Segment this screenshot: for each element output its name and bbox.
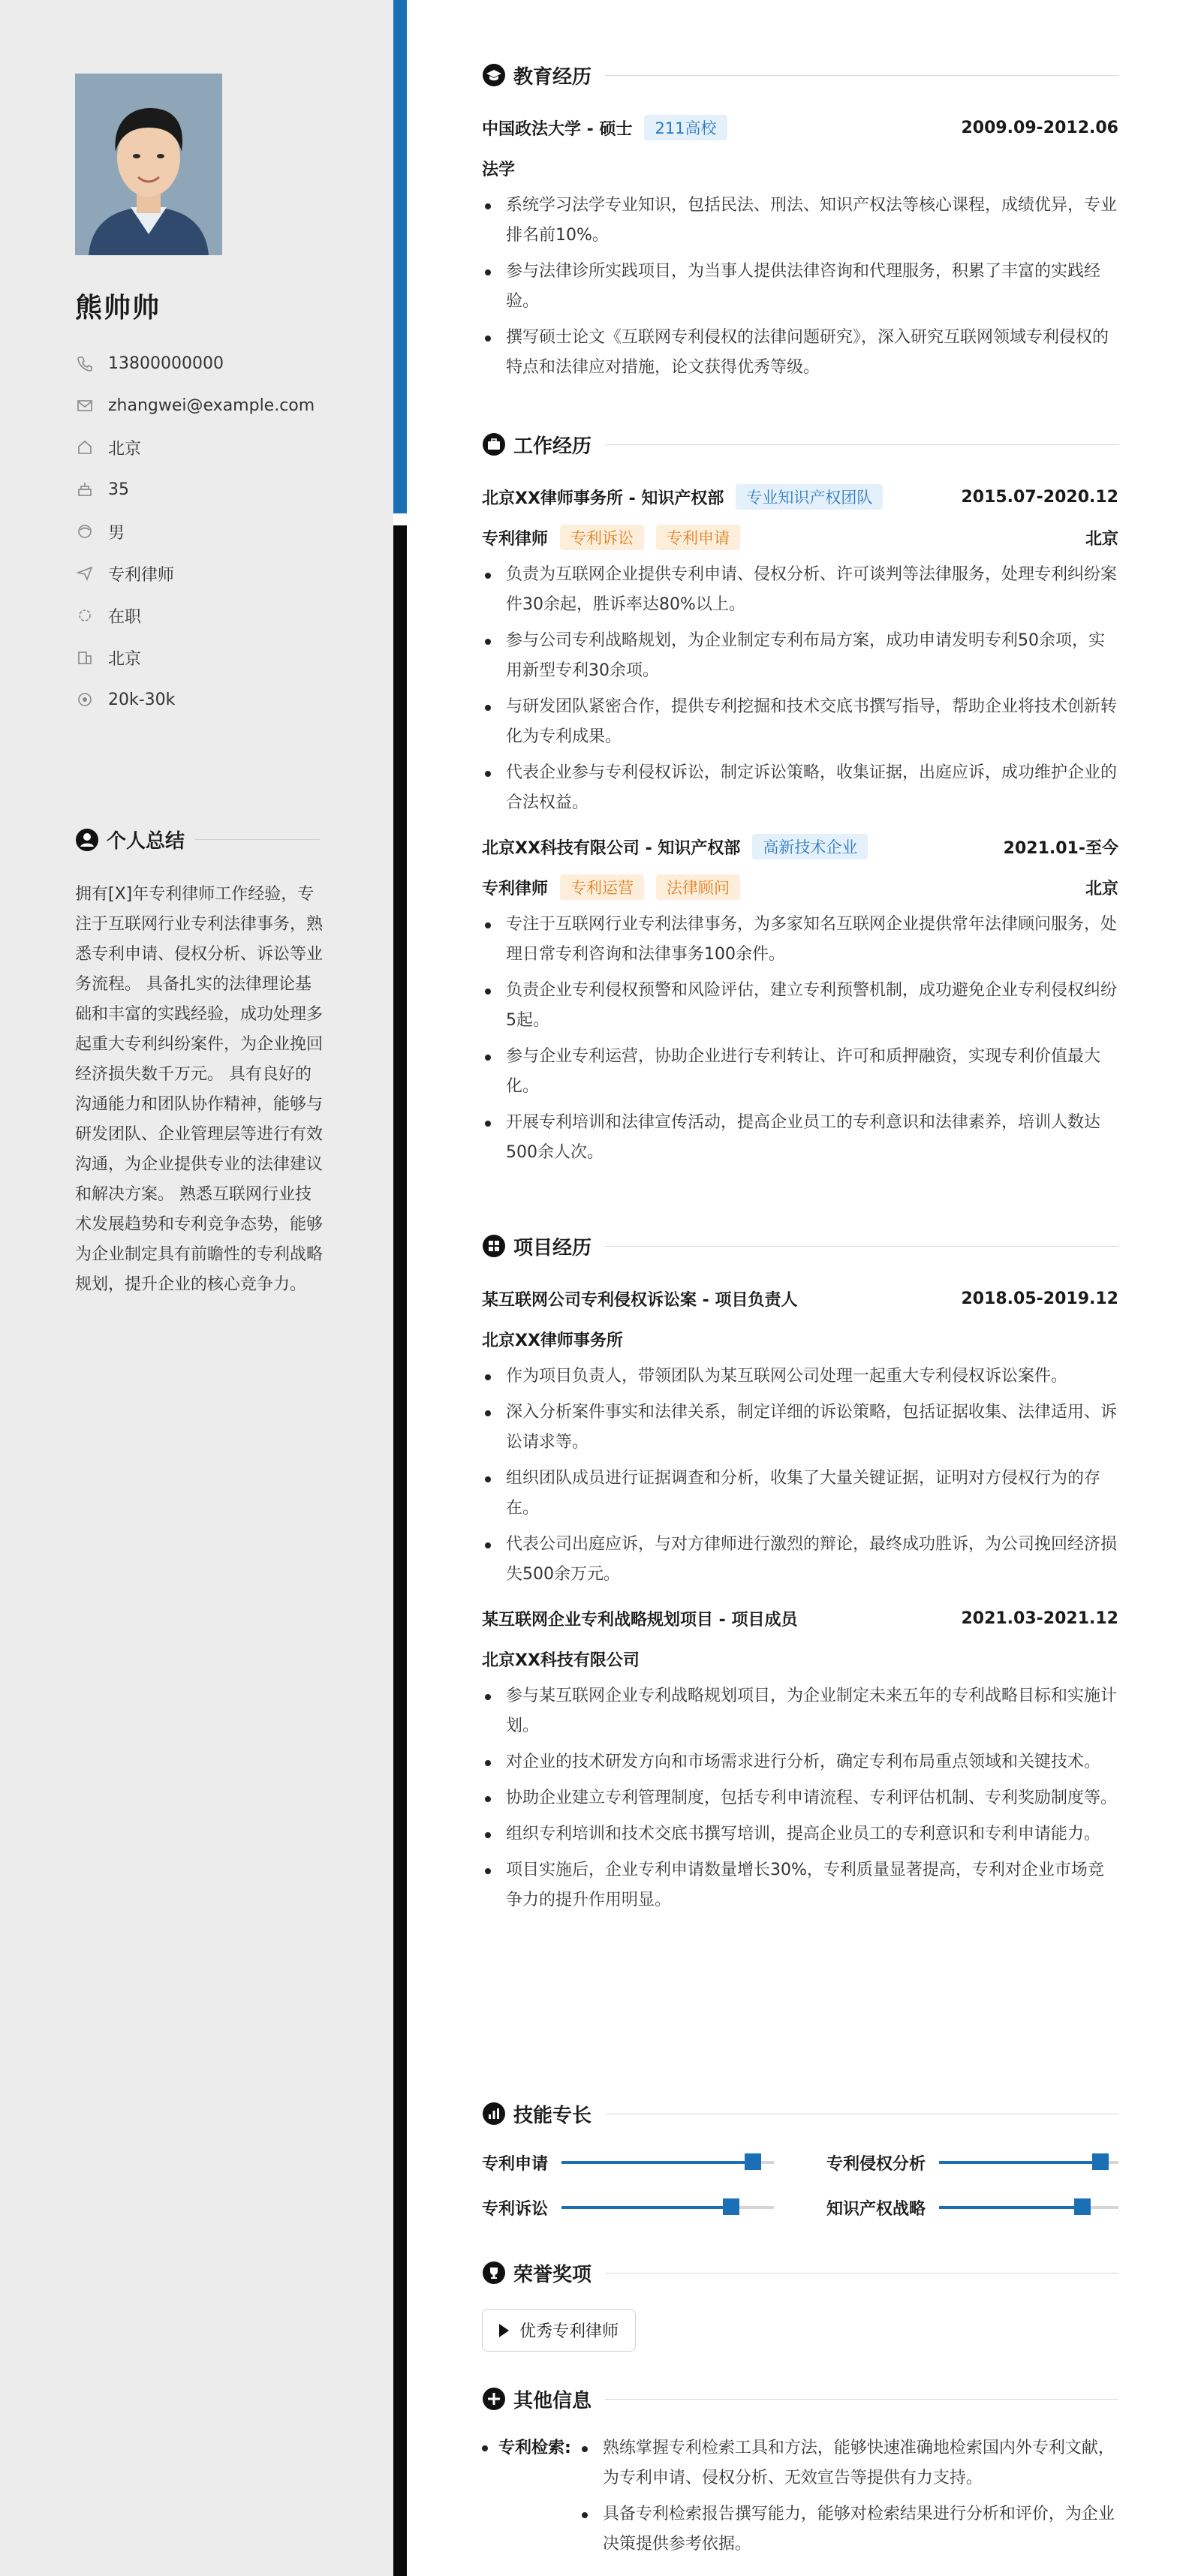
info-row-phone <box>75 342 315 384</box>
mail-icon <box>75 396 95 415</box>
education-date: 2009.09-2012.06 <box>961 118 1118 137</box>
project-2-title <box>482 1603 1118 1633</box>
briefcase-icon <box>482 432 506 456</box>
skill-name: 知识产权战略 <box>826 2199 926 2219</box>
other-label: 专利检索: <box>498 2439 571 2457</box>
accent-bar-black <box>393 525 407 2576</box>
list-item: 深入分析案件事实和法律关系，制定详细的诉讼策略，包括证据收集、法律适用、诉讼请求等。 <box>482 1398 1118 1458</box>
skill-item <box>482 2151 774 2174</box>
skill-item <box>482 2196 774 2219</box>
list-item: 与研发团队紧密合作，提供专利挖掘和技术交底书撰写指导，帮助企业将技术创新转化为专利成果。 <box>482 692 1118 752</box>
job-2-bullets <box>482 910 1118 1168</box>
skill-name: 专利侵权分析 <box>826 2154 926 2174</box>
skill-fill <box>561 2206 731 2209</box>
list-item: 开展专利培训和法律宣传活动，提高企业员工的专利意识和法律素养，培训人数达500余人次。 <box>482 1108 1118 1168</box>
other-heading <box>482 2384 1118 2414</box>
skill-fill <box>561 2161 753 2164</box>
list-item: 代表公司出庭应诉，与对方律师进行激烈的辩论，最终成功胜诉，为公司挽回经济损失500余万元。 <box>482 1530 1118 1590</box>
list-item: 负责企业专利侵权预警和风险评估，建立专利预警机制，成功避免企业专利侵权纠纷5起。 <box>482 976 1118 1036</box>
job-1-tag: 专业知识产权团队 <box>736 484 883 510</box>
summary-divider <box>195 839 320 840</box>
job-1-company: 北京XX律师事务所 - 知识产权部 <box>482 489 724 508</box>
grid-icon <box>482 1234 506 1258</box>
job-1-role-tag: 专利申请 <box>656 525 740 550</box>
school-tag: 211高校 <box>644 115 727 140</box>
list-item: 参与某互联网企业专利战略规划项目，为企业制定未来五年的专利战略目标和实施计划。 <box>482 1681 1118 1741</box>
status-text: 在职 <box>108 607 142 627</box>
person-icon <box>75 828 99 852</box>
skill-knob <box>745 2153 761 2170</box>
skills-heading <box>482 2099 1118 2129</box>
skill-knob <box>1092 2153 1109 2170</box>
skill-knob <box>723 2198 739 2215</box>
gender-text: 男 <box>108 523 125 543</box>
phone-text: 13800000000 <box>108 354 224 373</box>
info-row-city <box>75 426 315 468</box>
skill-fill <box>939 2161 1100 2164</box>
education-section <box>482 60 1118 389</box>
skill-name: 专利诉讼 <box>482 2199 549 2219</box>
education-heading <box>482 60 1118 90</box>
education-major-row <box>482 153 1118 183</box>
list-item: 对企业的技术研发方向和市场需求进行分析，确定专利布局重点领域和关键技术。 <box>482 1747 1118 1777</box>
summary-text: 拥有[X]年专利律师工作经验，专注于互联网行业专利法律事务，熟悉专利申请、侵权分析、诉讼等业务流程。 具备扎实的法律理论基础和丰富的实践经验，成功处理多起重大专利纠纷案件，为企业挽回经济损失数千万元。 具有良好的沟通能力和团队协作精神，能够与研发团队、企业管理层等进行有效沟通，为企业提供专业的法律建议和解决方案。 熟悉互联网行业技术发展趋势和专利竞争态势，能够为企业制定具有前瞻性的专利战略规划，提升企业的核心竞争力。 <box>75 885 324 1294</box>
job-2-role-tag: 法律顾问 <box>656 874 740 900</box>
skill-bar <box>939 2161 1118 2164</box>
projects-title: 项目经历 <box>513 1236 592 1259</box>
list-item: 参与法律诊所实践项目，为当事人提供法律咨询和代理服务，积累了丰富的实践经验。 <box>482 257 1118 317</box>
skills-grid <box>482 2151 1118 2219</box>
job-1-role: 专利律师 <box>482 529 549 549</box>
job-1-title <box>482 482 1118 512</box>
work-city-text: 北京 <box>108 649 142 669</box>
skill-knob <box>1074 2198 1091 2215</box>
skills-title: 技能专长 <box>513 2104 592 2127</box>
projects-section <box>482 1231 1118 1921</box>
job-2-role-tag: 专利运营 <box>560 874 644 900</box>
education-divider <box>605 75 1118 76</box>
list-item: 组织专利培训和技术交底书撰写培训，提高企业员工的专利意识和专利申请能力。 <box>482 1819 1118 1849</box>
work-section <box>482 429 1118 1174</box>
bar-chart-icon <box>482 2102 506 2126</box>
list-item: 专注于互联网行业专利法律事务，为多家知名互联网企业提供常年法律顾问服务，处理日常专利咨询和法律事务100余件。 <box>482 910 1118 970</box>
list-item: 熟练掌握专利检索工具和方法，能够快速准确地检索国内外专利文献，为专利申请、侵权分析、无效宣告等提供有力支持。 <box>579 2433 1118 2493</box>
other-divider <box>605 2399 1118 2400</box>
info-row-work-city <box>75 636 315 679</box>
project-2-name: 某互联网企业专利战略规划项目 - 项目成员 <box>482 1610 798 1630</box>
contact-info-list <box>75 342 315 721</box>
school-name: 中国政法大学 - 硕士 <box>482 119 633 139</box>
salary-text: 20k-30k <box>108 690 176 709</box>
project-1-bullets <box>482 1362 1118 1590</box>
email-text: zhangwei@example.com <box>108 396 315 415</box>
list-item: 作为项目负责人，带领团队为某互联网公司处理一起重大专利侵权诉讼案件。 <box>482 1362 1118 1392</box>
bullet-dot <box>482 2445 488 2451</box>
work-divider <box>605 444 1118 445</box>
salary-icon <box>75 690 95 709</box>
job-1-location: 北京 <box>1085 529 1118 549</box>
position-text: 专利律师 <box>108 565 175 585</box>
info-row-status <box>75 594 315 636</box>
gender-icon <box>75 522 95 541</box>
skill-item <box>826 2151 1118 2174</box>
list-item: 负责为互联网企业提供专利申请、侵权分析、许可谈判等法律服务，处理专利纠纷案件30余起，胜诉率达80%以上。 <box>482 560 1118 620</box>
play-icon <box>499 2324 509 2337</box>
list-item: 参与企业专利运营，协助企业进行专利转让、许可和质押融资，实现专利价值最大化。 <box>482 1042 1118 1102</box>
list-item: 项目实施后，企业专利申请数量增长30%，专利质量显著提高，专利对企业市场竞争力的提升作用明显。 <box>482 1855 1118 1915</box>
project-1-org-row <box>482 1324 1118 1354</box>
trophy-icon <box>482 2261 506 2285</box>
graduation-cap-icon <box>482 63 506 87</box>
age-text: 35 <box>108 480 129 499</box>
job-2-role: 专利律师 <box>482 879 549 898</box>
list-item: 具备专利检索报告撰写能力，能够对检索结果进行分析和评价，为企业决策提供参考依据。 <box>579 2499 1118 2559</box>
job-1-date: 2015.07-2020.12 <box>961 487 1118 507</box>
info-row-gender <box>75 510 315 552</box>
job-2-tag: 高新技术企业 <box>752 834 868 859</box>
send-icon <box>75 564 95 583</box>
info-plus-icon <box>482 2387 506 2411</box>
skill-bar <box>939 2206 1118 2209</box>
award-item <box>482 2309 636 2352</box>
work-title: 工作经历 <box>513 435 592 458</box>
info-row-salary <box>75 679 315 721</box>
job-2-title <box>482 832 1118 862</box>
projects-divider <box>605 1246 1118 1247</box>
work-heading <box>482 429 1118 459</box>
project-1-title <box>482 1283 1118 1314</box>
job-2-location: 北京 <box>1085 879 1118 898</box>
phone-icon <box>75 354 95 373</box>
project-2-org-row <box>482 1644 1118 1674</box>
other-bullets <box>579 2433 1118 2565</box>
list-item: 参与公司专利战略规划，为企业制定专利布局方案，成功申请发明专利50余项，实用新型专利30余项。 <box>482 626 1118 686</box>
list-item: 协助企业建立专利管理制度，包括专利申请流程、专利评估机制、专利奖励制度等。 <box>482 1783 1118 1813</box>
awards-section <box>482 2258 1118 2352</box>
job-2-role-row <box>482 872 1118 902</box>
city-text: 北京 <box>108 439 142 459</box>
skills-section <box>482 2099 1118 2219</box>
info-row-age <box>75 468 315 510</box>
profile-name: 熊帅帅 <box>75 293 161 324</box>
awards-heading <box>482 2258 1118 2288</box>
cake-icon <box>75 480 95 499</box>
project-2-date: 2021.03-2021.12 <box>961 1608 1118 1628</box>
other-title: 其他信息 <box>513 2389 592 2412</box>
summary-title: 个人总结 <box>107 830 185 853</box>
project-1-date: 2018.05-2019.12 <box>961 1289 1118 1308</box>
award-label: 优秀专利律师 <box>519 2322 619 2341</box>
job-1-bullets <box>482 560 1118 818</box>
education-entry-title <box>482 113 1118 143</box>
project-1-org: 北京XX律师事务所 <box>482 1331 623 1350</box>
info-row-position <box>75 552 315 594</box>
job-2-date: 2021.01-至今 <box>1003 838 1118 858</box>
home-icon <box>75 438 95 457</box>
summary-heading <box>75 826 320 853</box>
avatar-image <box>75 74 222 255</box>
job-1-role-row <box>482 522 1118 552</box>
skill-bar <box>561 2206 774 2209</box>
project-2-org: 北京XX科技有限公司 <box>482 1651 640 1670</box>
job-1-role-tag: 专利诉讼 <box>560 525 644 550</box>
info-row-email <box>75 384 315 426</box>
building-icon <box>75 648 95 667</box>
list-item: 组织团队成员进行证据调查和分析，收集了大量关键证据，证明对方侵权行为的存在。 <box>482 1464 1118 1524</box>
other-item <box>482 2433 1118 2565</box>
list-item: 撰写硕士论文《互联网专利侵权的法律问题研究》，深入研究互联网领域专利侵权的特点和法律应对措施，论文获得优秀等级。 <box>482 323 1118 383</box>
projects-heading <box>482 1231 1118 1261</box>
skill-fill <box>939 2206 1082 2209</box>
skill-item <box>826 2196 1118 2219</box>
skill-name: 专利申请 <box>482 2154 549 2174</box>
list-item: 代表企业参与专利侵权诉讼，制定诉讼策略，收集证据，出庭应诉，成功维护企业的合法权益。 <box>482 758 1118 818</box>
education-bullets <box>482 191 1118 383</box>
project-2-bullets <box>482 1681 1118 1915</box>
status-icon <box>75 606 95 625</box>
education-major: 法学 <box>482 160 516 179</box>
avatar <box>75 74 222 255</box>
education-title: 教育经历 <box>513 65 592 89</box>
skill-bar <box>561 2161 774 2164</box>
list-item: 系统学习法学专业知识，包括民法、刑法、知识产权法等核心课程，成绩优异，专业排名前10%。 <box>482 191 1118 251</box>
awards-title: 荣誉奖项 <box>513 2263 592 2286</box>
other-section <box>482 2384 1118 2565</box>
job-2-company: 北京XX科技有限公司 - 知识产权部 <box>482 838 741 858</box>
accent-bar-blue <box>393 0 407 513</box>
awards-divider <box>605 2273 1118 2274</box>
project-1-name: 某互联网公司专利侵权诉讼案 - 项目负责人 <box>482 1290 798 1310</box>
